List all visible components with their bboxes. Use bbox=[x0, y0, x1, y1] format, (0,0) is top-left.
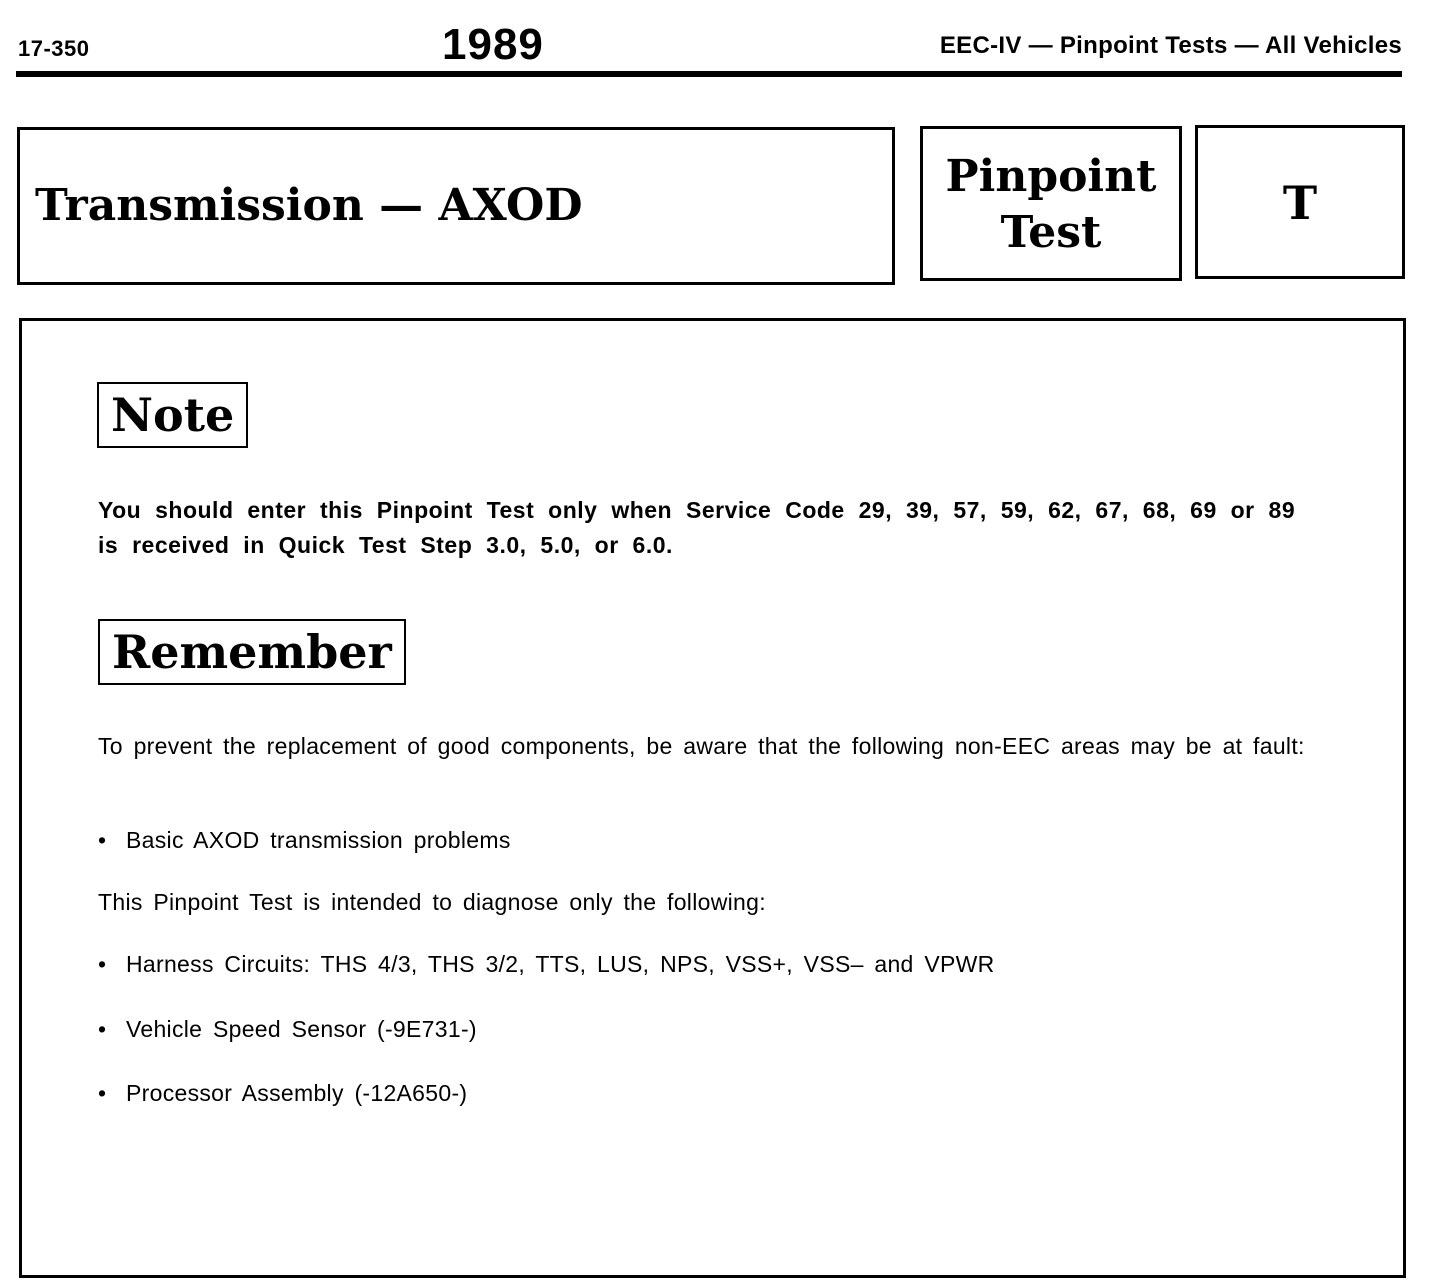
page-number: 17-350 bbox=[18, 36, 90, 61]
bullet-icon: • bbox=[98, 1016, 107, 1042]
content-box bbox=[19, 318, 1406, 1278]
diagnose-item bbox=[98, 1016, 477, 1043]
bullet-icon: • bbox=[98, 827, 107, 853]
remember-heading: Remember bbox=[98, 619, 406, 685]
page-title: Transmission — AXOD bbox=[35, 180, 583, 231]
fault-area-text: Basic AXOD transmission problems bbox=[126, 827, 511, 853]
diagnose-item-text: Vehicle Speed Sensor (-9E731-) bbox=[126, 1016, 477, 1042]
test-letter-box bbox=[1195, 125, 1405, 279]
remember-intro: To prevent the replacement of good components, be aware that the following non-EEC areas may be at fault: bbox=[98, 733, 1305, 759]
note-heading: Note bbox=[97, 382, 248, 448]
title-box bbox=[17, 127, 895, 285]
section-title: EEC-IV — Pinpoint Tests — All Vehicles bbox=[939, 32, 1402, 59]
pinpoint-label-line2: Test bbox=[1000, 207, 1102, 258]
diagnose-item-text: Processor Assembly (-12A650-) bbox=[126, 1080, 468, 1106]
pinpoint-label-line1: Pinpoint bbox=[945, 151, 1157, 202]
bullet-icon: • bbox=[98, 951, 107, 977]
diagnose-item bbox=[98, 951, 995, 978]
header-rule bbox=[16, 71, 1402, 77]
test-letter: T bbox=[1282, 176, 1318, 230]
page-year: 1989 bbox=[442, 20, 544, 69]
diagnose-intro: This Pinpoint Test is intended to diagnose only the following: bbox=[98, 889, 766, 915]
bullet-icon: • bbox=[98, 1080, 107, 1106]
fault-area-item bbox=[98, 827, 511, 854]
pinpoint-test-label bbox=[923, 149, 1179, 261]
pinpoint-test-box bbox=[920, 126, 1182, 281]
note-text: You should enter this Pinpoint Test only when Service Code 29, 39, 57, 59, 62, 67, 68, 69 or 89 is received in Quick Test Step 3.0, 5.0, or 6.0. bbox=[98, 497, 1296, 558]
diagnose-item-text: Harness Circuits: THS 4/3, THS 3/2, TTS, LUS, NPS, VSS+, VSS– and VPWR bbox=[126, 951, 995, 977]
diagnose-item bbox=[98, 1080, 467, 1107]
